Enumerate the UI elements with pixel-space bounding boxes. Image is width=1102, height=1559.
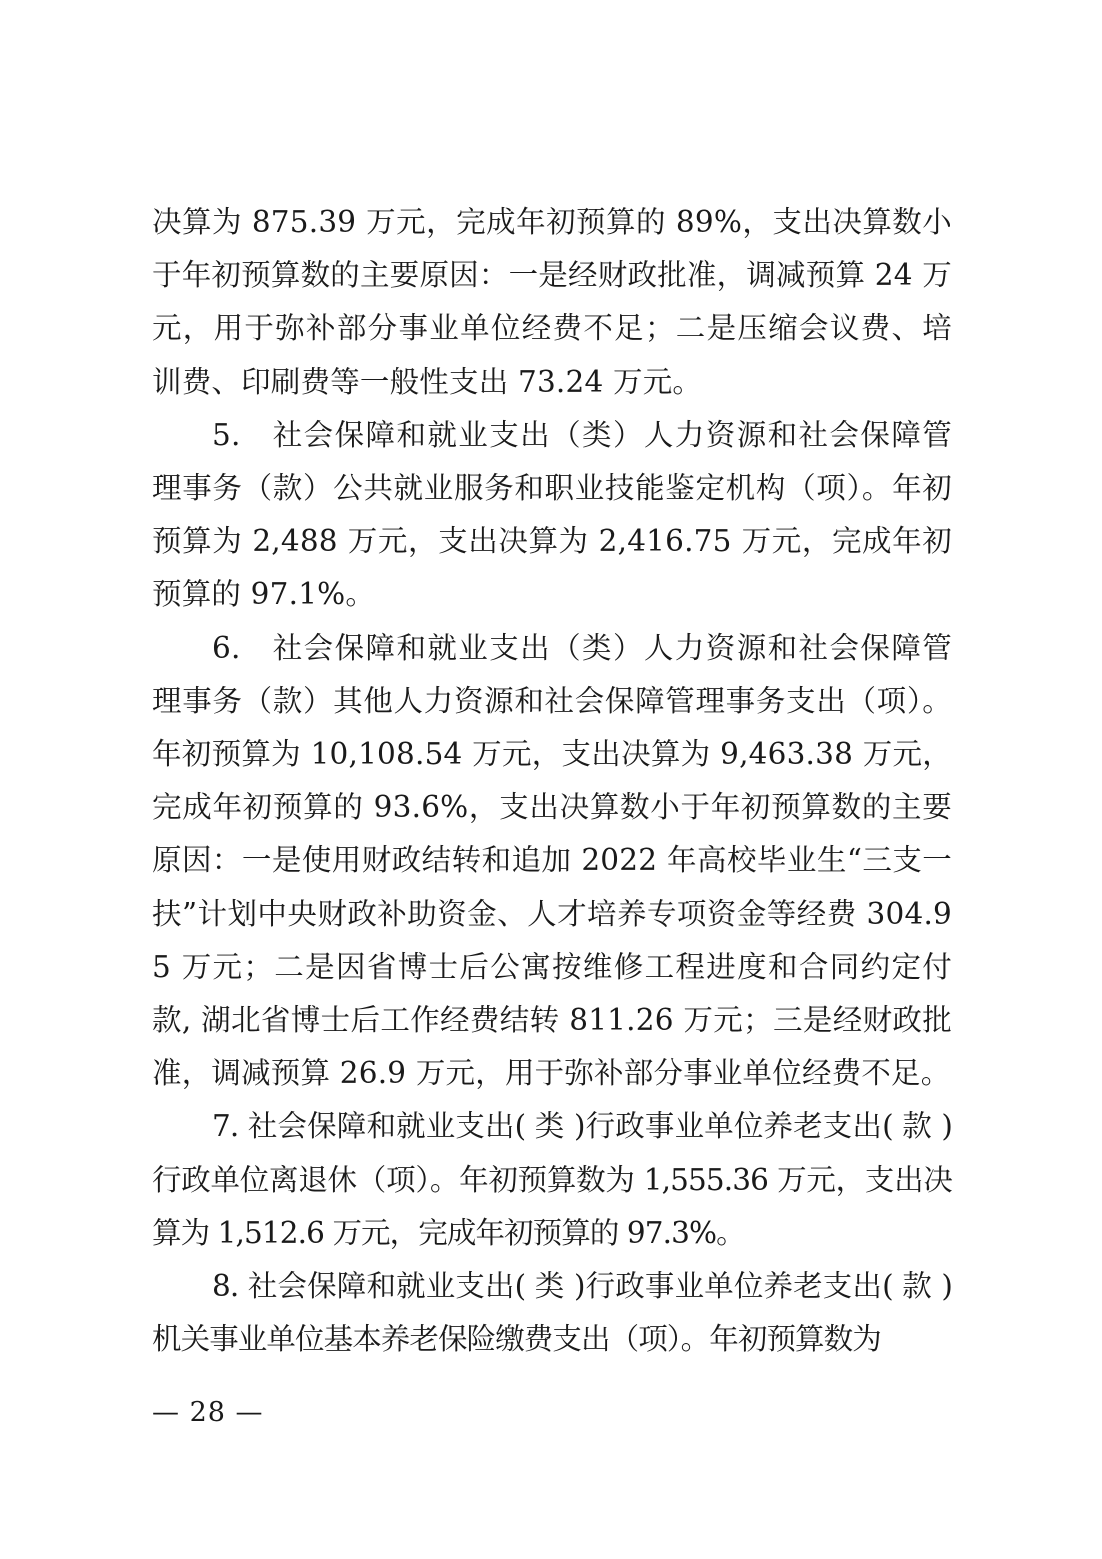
- paragraph-item-5: 5. 社会保障和就业支出（类）人力资源和社会保障管理事务（款）公共就业服务和职业技能鉴定机构（项）。年初预算为 2,488 万元，支出决算为 2,416.75 万元，完成年初预算的 97.1%。: [152, 417, 952, 612]
- paragraph-item-7: 7. 社会保障和就业支出( 类 )行政事业单位养老支出( 款 )行政单位离退休（项）。年初预算数为 1,555.36 万元，支出决算为 1,512.6 万元，完成年初预算的 97.3%。: [152, 1109, 952, 1250]
- paragraph-continuation-item-4: 决算为 875.39 万元，完成年初预算的 89%，支出决算数小于年初预算数的主要原因：一是经财政批准，调减预算 24 万元，用于弥补部分事业单位经费不足；二是压缩会议费、培训费、印刷费等一般性支出 73.24 万元。: [152, 205, 952, 399]
- page-number: — 28 —: [152, 1397, 264, 1428]
- paragraph-item-6: 6. 社会保障和就业支出（类）人力资源和社会保障管理事务（款）其他人力资源和社会保障管理事务支出（项）。年初预算为 10,108.54 万元，支出决算为 9,463.38 万元，完成年初预算的 93.6%，支出决算数小于年初预算数的主要原因：一是使用财政结转和追加 2022 年高校毕业生“三支一扶”计划中央财政补助资金、人才培养专项资金等经费 304.95 万元；二是因省博士后公寓按维修工程进度和合同约定付款, 湖北省博士后工作经费结转 811.26 万元；三是经财政批准，调减预算 26.9 万元，用于弥补部分事业单位经费不足。: [152, 630, 952, 1091]
- document-body: [152, 196, 952, 1366]
- paragraph-item-8: 8. 社会保障和就业支出( 类 )行政事业单位养老支出( 款 )机关事业单位基本养老保险缴费支出（项）。年初预算数为: [152, 1269, 952, 1357]
